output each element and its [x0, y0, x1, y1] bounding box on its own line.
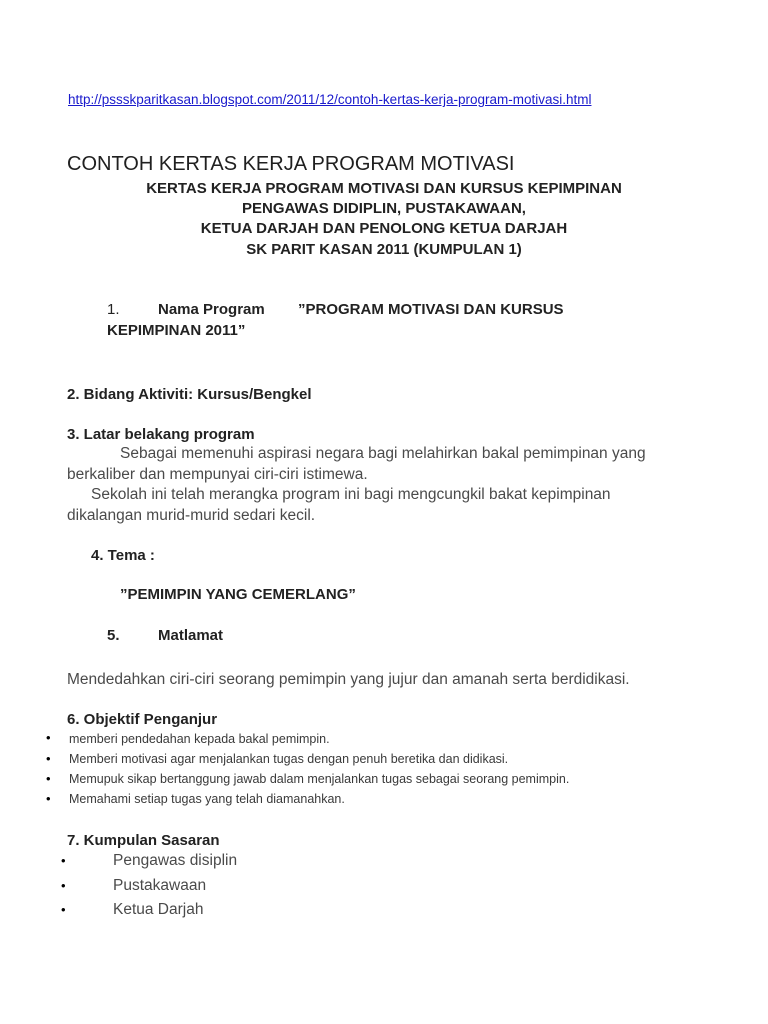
objective-item-1: memberi pendedahan kepada bakal pemimpin. — [69, 732, 330, 746]
bullet-icon: • — [46, 791, 51, 806]
bullet-icon: • — [46, 771, 51, 786]
section3-line-1: Sebagai memenuhi aspirasi negara bagi melahirkan bakal pemimpinan yang — [120, 445, 646, 462]
bullet-icon: • — [46, 751, 51, 766]
bullet-icon: • — [61, 853, 66, 868]
section2-heading: 2. Bidang Aktiviti: Kursus/Bengkel — [67, 386, 312, 403]
target-item-3: Ketua Darjah — [113, 901, 204, 918]
bullet-icon: • — [46, 730, 51, 745]
section5-number: 5. — [107, 627, 120, 644]
section3-line-4: dikalangan murid-murid sedari kecil. — [67, 507, 316, 524]
section7-heading: 7. Kumpulan Sasaran — [67, 832, 220, 849]
target-item-1: Pengawas disiplin — [113, 852, 238, 869]
objective-item-3: Memupuk sikap bertanggung jawab dalam menjalankan tugas sebagai seorang pemimpin. — [69, 772, 570, 786]
section4-heading: 4. Tema : — [91, 547, 155, 564]
section1-label: Nama Program — [158, 301, 265, 318]
subtitle-line-3: KETUA DARJAH DAN PENOLONG KETUA DARJAH — [200, 220, 568, 237]
subtitle-line-4: SK PARIT KASAN 2011 (KUMPULAN 1) — [246, 241, 522, 258]
section3-heading: 3. Latar belakang program — [67, 426, 255, 443]
section1-number: 1. — [107, 301, 120, 318]
section5-text: Mendedahkan ciri-ciri seorang pemimpin yang jujur dan amanah serta berdidikasi. — [67, 671, 630, 688]
section6-heading: 6. Objektif Penganjur — [67, 711, 218, 728]
page-title: CONTOH KERTAS KERJA PROGRAM MOTIVASI — [67, 153, 515, 175]
section3-line-2: berkaliber dan mempunyai ciri-ciri istimewa. — [67, 466, 368, 483]
subtitle-line-2: PENGAWAS DIDIPLIN, PUSTAKAWAAN, — [242, 200, 526, 217]
target-item-2: Pustakawaan — [113, 877, 207, 894]
section1-value-line2: KEPIMPINAN 2011” — [107, 322, 246, 339]
objective-item-4: Memahami setiap tugas yang telah diamanahkan. — [69, 792, 345, 806]
source-link[interactable]: http://pssskparitkasan.blogspot.com/2011/12/contoh-kertas-kerja-program-motivasi.html — [68, 92, 592, 107]
section5-heading: Matlamat — [158, 627, 224, 644]
objective-item-2: Memberi motivasi agar menjalankan tugas dengan penuh beretika dan didikasi. — [69, 752, 509, 766]
bullet-icon: • — [61, 878, 66, 893]
bullet-icon: • — [61, 902, 66, 917]
section3-line-3: Sekolah ini telah merangka program ini bagi mengcungkil bakat kepimpinan — [91, 486, 611, 503]
section1-value-line1: ”PROGRAM MOTIVASI DAN KURSUS — [298, 301, 564, 318]
subtitle-line-1: KERTAS KERJA PROGRAM MOTIVASI DAN KURSUS KEPIMPINAN — [146, 180, 622, 197]
section4-theme: ”PEMIMPIN YANG CEMERLANG” — [120, 586, 356, 603]
